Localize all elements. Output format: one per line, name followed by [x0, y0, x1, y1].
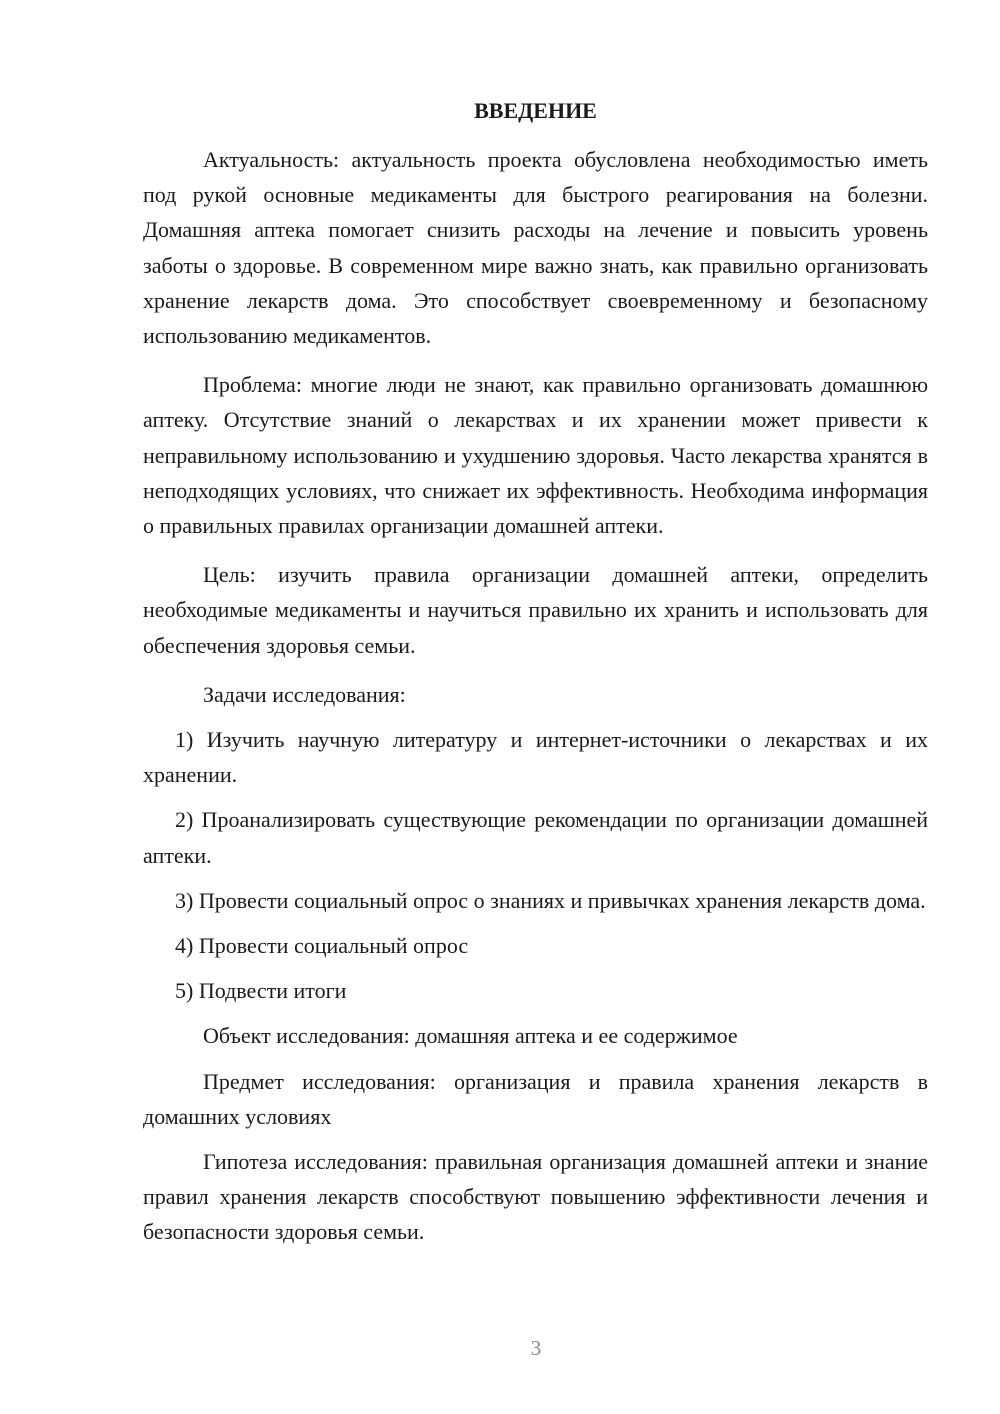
task-item-3: 3) Провести социальный опрос о знаниях и привычках хранения лекарств дома. — [175, 887, 926, 913]
page-number: 3 — [530, 1336, 542, 1360]
hypothesis-paragraph: Гипотеза исследования: правильная организация домашней аптеки и знание правил хранения лекарств способствуют повышению эффективности лечения и безопасности здоровья семьи. — [143, 1149, 928, 1245]
page-title: ВВЕДЕНИЕ — [474, 98, 597, 123]
goal-paragraph: Цель: изучить правила организации домашней аптеки, определить необходимые медикаменты и научиться правильно их хранить и использовать для обеспечения здоровья семьи. — [143, 562, 928, 658]
object-paragraph: Объект исследования: домашняя аптека и ее содержимое — [203, 1023, 738, 1049]
relevance-paragraph: Актуальность: актуальность проекта обусловлена необходимостью иметь под рукой основные медикаменты для быстрого реагирования на болезни. Домашняя аптека помогает снизить расходы на лечение и повысить уровень заботы о здоровье. В современном мире важно знать, как правильно организовать хранение лекарств дома. Это способствует своевременному и безопасному использованию медикаментов. — [143, 147, 928, 349]
task-item-2: 2) Проанализировать существующие рекомендации по организации домашней аптеки. — [143, 807, 928, 868]
tasks-heading: Задачи исследования: — [203, 681, 406, 707]
task-item-1: 1) Изучить научную литературу и интернет-источники о лекарствах и их хранении. — [143, 727, 928, 788]
subject-paragraph: Предмет исследования: организация и правила хранения лекарств в домашних условиях — [143, 1068, 928, 1129]
problem-paragraph: Проблема: многие люди не знают, как правильно организовать домашнюю аптеку. Отсутствие знаний о лекарствах и их хранении может привести к неправильному использованию и ухудшению здоровья. Часто лекарства хранятся в неподходящих условиях, что снижает их эффективность. Необходима информация о правильных правилах организации домашней аптеки. — [143, 372, 928, 539]
document-body — [143, 142, 928, 1250]
task-item-4: 4) Провести социальный опрос — [175, 933, 469, 959]
task-item-5: 5) Подвести итоги — [175, 978, 347, 1004]
